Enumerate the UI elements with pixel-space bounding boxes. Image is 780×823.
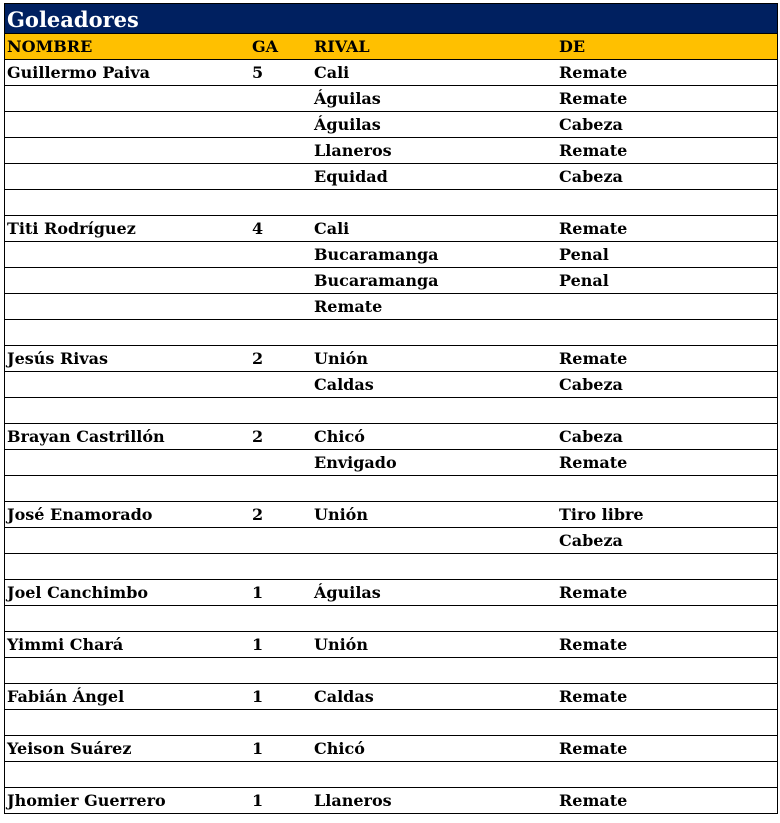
cell-nombre bbox=[5, 320, 250, 345]
cell-de: Remate bbox=[559, 349, 628, 368]
cell-ga bbox=[250, 112, 312, 137]
cell-ga bbox=[250, 372, 312, 397]
cell-nombre: José Enamorado bbox=[7, 505, 153, 524]
cell-rival: Bucaramanga bbox=[314, 245, 439, 264]
cell-ga: 2 bbox=[252, 427, 264, 446]
cell-ga: 1 bbox=[252, 687, 264, 706]
table-row bbox=[5, 736, 777, 762]
cell-nombre: Jhomier Guerrero bbox=[7, 791, 166, 810]
cell-nombre bbox=[5, 606, 250, 631]
cell-de: Cabeza bbox=[559, 115, 623, 134]
cell-ga bbox=[250, 450, 312, 475]
cell-nombre bbox=[5, 762, 250, 787]
cell-nombre: Yeison Suárez bbox=[7, 739, 132, 758]
cell-ga bbox=[250, 710, 312, 735]
cell-ga bbox=[250, 268, 312, 293]
cell-nombre bbox=[5, 138, 250, 163]
table-row bbox=[5, 60, 777, 86]
cell-de: Remate bbox=[559, 89, 628, 108]
cell-de bbox=[557, 658, 777, 683]
cell-rival: Caldas bbox=[314, 375, 374, 394]
cell-nombre: Joel Canchimbo bbox=[7, 583, 149, 602]
cell-nombre bbox=[5, 398, 250, 423]
cell-ga bbox=[250, 476, 312, 501]
cell-nombre: Yimmi Chará bbox=[7, 635, 124, 654]
cell-de bbox=[557, 710, 777, 735]
cell-nombre bbox=[5, 86, 250, 111]
cell-de: Remate bbox=[559, 583, 628, 602]
cell-nombre bbox=[5, 450, 250, 475]
table-title: Goleadores bbox=[5, 3, 777, 34]
cell-rival: Caldas bbox=[314, 687, 374, 706]
cell-ga: 5 bbox=[252, 63, 264, 82]
cell-ga bbox=[250, 762, 312, 787]
table-row bbox=[5, 658, 777, 684]
cell-rival: Águilas bbox=[314, 583, 381, 602]
cell-ga bbox=[250, 190, 312, 215]
table-row bbox=[5, 164, 777, 190]
cell-rival bbox=[312, 554, 557, 579]
cell-rival bbox=[312, 320, 557, 345]
cell-nombre bbox=[5, 372, 250, 397]
table-row bbox=[5, 294, 777, 320]
cell-ga bbox=[250, 320, 312, 345]
table-row bbox=[5, 138, 777, 164]
cell-de bbox=[557, 606, 777, 631]
cell-ga bbox=[250, 398, 312, 423]
table-row bbox=[5, 320, 777, 346]
cell-de: Remate bbox=[559, 141, 628, 160]
table-row bbox=[5, 216, 777, 242]
cell-nombre bbox=[5, 710, 250, 735]
cell-nombre bbox=[5, 294, 250, 319]
cell-nombre bbox=[5, 528, 250, 553]
table-row bbox=[5, 528, 777, 554]
cell-rival: Cali bbox=[314, 63, 350, 82]
cell-rival bbox=[312, 658, 557, 683]
table-row bbox=[5, 86, 777, 112]
cell-nombre: Titi Rodríguez bbox=[7, 219, 136, 238]
cell-rival bbox=[312, 476, 557, 501]
table-row bbox=[5, 346, 777, 372]
cell-nombre bbox=[5, 554, 250, 579]
table-row bbox=[5, 112, 777, 138]
cell-ga bbox=[250, 138, 312, 163]
cell-rival: Unión bbox=[314, 505, 368, 524]
header-ga: GA bbox=[252, 37, 279, 56]
table-row bbox=[5, 762, 777, 788]
cell-rival: Bucaramanga bbox=[314, 271, 439, 290]
cell-rival: Equidad bbox=[314, 167, 388, 186]
cell-ga bbox=[250, 554, 312, 579]
cell-ga bbox=[250, 86, 312, 111]
cell-ga bbox=[250, 294, 312, 319]
cell-rival: Águilas bbox=[314, 89, 381, 108]
cell-nombre: Jesús Rivas bbox=[7, 349, 109, 368]
table-row bbox=[5, 424, 777, 450]
table-row bbox=[5, 554, 777, 580]
cell-ga: 2 bbox=[252, 505, 264, 524]
cell-rival: Remate bbox=[314, 297, 383, 316]
cell-rival: Unión bbox=[314, 635, 368, 654]
table-row bbox=[5, 242, 777, 268]
cell-nombre bbox=[5, 242, 250, 267]
cell-de: Remate bbox=[559, 63, 628, 82]
cell-rival: Chicó bbox=[314, 427, 365, 446]
cell-rival: Llaneros bbox=[314, 791, 392, 810]
cell-nombre bbox=[5, 190, 250, 215]
cell-de: Remate bbox=[559, 739, 628, 758]
cell-ga: 4 bbox=[252, 219, 264, 238]
table-row bbox=[5, 606, 777, 632]
cell-ga bbox=[250, 606, 312, 631]
table-row bbox=[5, 372, 777, 398]
cell-nombre: Fabián Ángel bbox=[7, 687, 125, 706]
cell-de: Remate bbox=[559, 687, 628, 706]
table-row bbox=[5, 268, 777, 294]
cell-nombre bbox=[5, 658, 250, 683]
cell-nombre: Guillermo Paiva bbox=[7, 63, 151, 82]
cell-ga bbox=[250, 658, 312, 683]
table-row bbox=[5, 398, 777, 424]
header-rival: RIVAL bbox=[314, 37, 370, 56]
cell-de: Remate bbox=[559, 219, 628, 238]
cell-rival: Envigado bbox=[314, 453, 397, 472]
cell-rival bbox=[312, 762, 557, 787]
table-body bbox=[5, 60, 777, 814]
cell-de bbox=[557, 554, 777, 579]
table-row bbox=[5, 580, 777, 606]
cell-de: Tiro libre bbox=[559, 505, 644, 524]
cell-de bbox=[557, 398, 777, 423]
cell-de bbox=[557, 320, 777, 345]
table-row bbox=[5, 502, 777, 528]
cell-de: Remate bbox=[559, 791, 628, 810]
cell-de bbox=[557, 294, 777, 319]
cell-rival: Águilas bbox=[314, 115, 381, 134]
table-row bbox=[5, 788, 777, 814]
cell-rival: Cali bbox=[314, 219, 350, 238]
table-row bbox=[5, 450, 777, 476]
cell-rival bbox=[312, 398, 557, 423]
cell-ga: 1 bbox=[252, 583, 264, 602]
cell-de: Cabeza bbox=[559, 531, 623, 550]
table-row bbox=[5, 476, 777, 502]
cell-nombre: Brayan Castrillón bbox=[7, 427, 165, 446]
cell-ga: 1 bbox=[252, 739, 264, 758]
cell-rival bbox=[312, 190, 557, 215]
cell-nombre bbox=[5, 164, 250, 189]
table-row bbox=[5, 684, 777, 710]
table-row bbox=[5, 632, 777, 658]
cell-ga: 2 bbox=[252, 349, 264, 368]
cell-ga: 1 bbox=[252, 791, 264, 810]
cell-rival bbox=[312, 528, 557, 553]
header-nombre: NOMBRE bbox=[7, 37, 93, 56]
scorers-table bbox=[4, 3, 778, 814]
cell-de bbox=[557, 190, 777, 215]
cell-ga bbox=[250, 528, 312, 553]
cell-nombre bbox=[5, 112, 250, 137]
table-row bbox=[5, 710, 777, 736]
cell-rival: Chicó bbox=[314, 739, 365, 758]
cell-rival: Llaneros bbox=[314, 141, 392, 160]
cell-de: Remate bbox=[559, 635, 628, 654]
cell-de: Remate bbox=[559, 453, 628, 472]
cell-ga bbox=[250, 242, 312, 267]
cell-de: Cabeza bbox=[559, 427, 623, 446]
cell-de: Cabeza bbox=[559, 375, 623, 394]
cell-de: Cabeza bbox=[559, 167, 623, 186]
table-row bbox=[5, 190, 777, 216]
cell-de bbox=[557, 762, 777, 787]
cell-de bbox=[557, 476, 777, 501]
cell-de: Penal bbox=[559, 271, 609, 290]
cell-rival bbox=[312, 710, 557, 735]
cell-de: Penal bbox=[559, 245, 609, 264]
cell-rival bbox=[312, 606, 557, 631]
cell-ga bbox=[250, 164, 312, 189]
cell-rival: Unión bbox=[314, 349, 368, 368]
cell-nombre bbox=[5, 476, 250, 501]
header-row bbox=[5, 34, 777, 60]
header-de: DE bbox=[559, 37, 586, 56]
cell-nombre bbox=[5, 268, 250, 293]
cell-ga: 1 bbox=[252, 635, 264, 654]
